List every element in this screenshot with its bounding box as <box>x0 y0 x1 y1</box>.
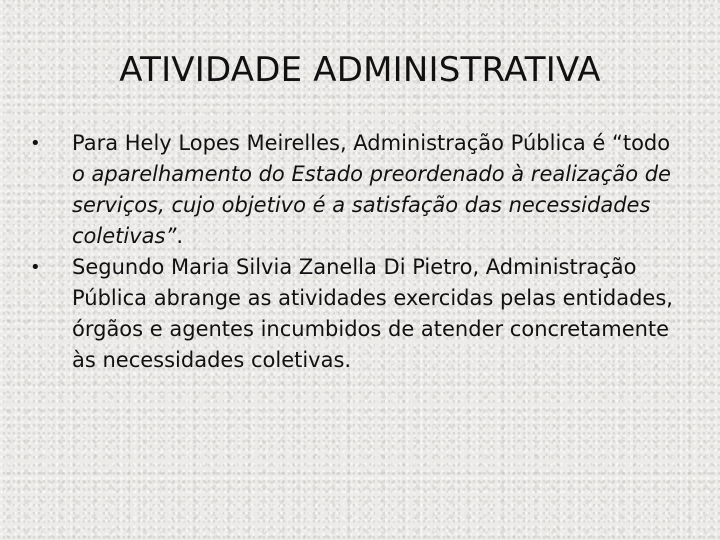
bullet-text: Segundo Maria Silvia Zanella Di Pietro, Administração Pública abrange as atividades exercidas pelas entidades, órgãos e agentes incumbidos de atender concretamente às necessidades coletivas. <box>72 255 673 372</box>
slide-title: ATIVIDADE ADMINISTRATIVA <box>119 50 601 90</box>
bullet-list <box>28 128 688 376</box>
bullet-item-meirelles <box>28 128 688 252</box>
bullet-text-lead: Para Hely Lopes Meirelles, Administração Pública é “todo <box>72 131 671 155</box>
bullet-item-di-pietro <box>28 252 688 376</box>
bullet-text-tail: . <box>176 224 184 248</box>
bullet-text-quote: o aparelhamento do Estado preordenado à realização de serviços, cujo objetivo é a satisfação das necessidades coletivas” <box>72 162 671 248</box>
bullet-icon: • <box>30 133 41 154</box>
bullet-icon: • <box>30 257 41 278</box>
